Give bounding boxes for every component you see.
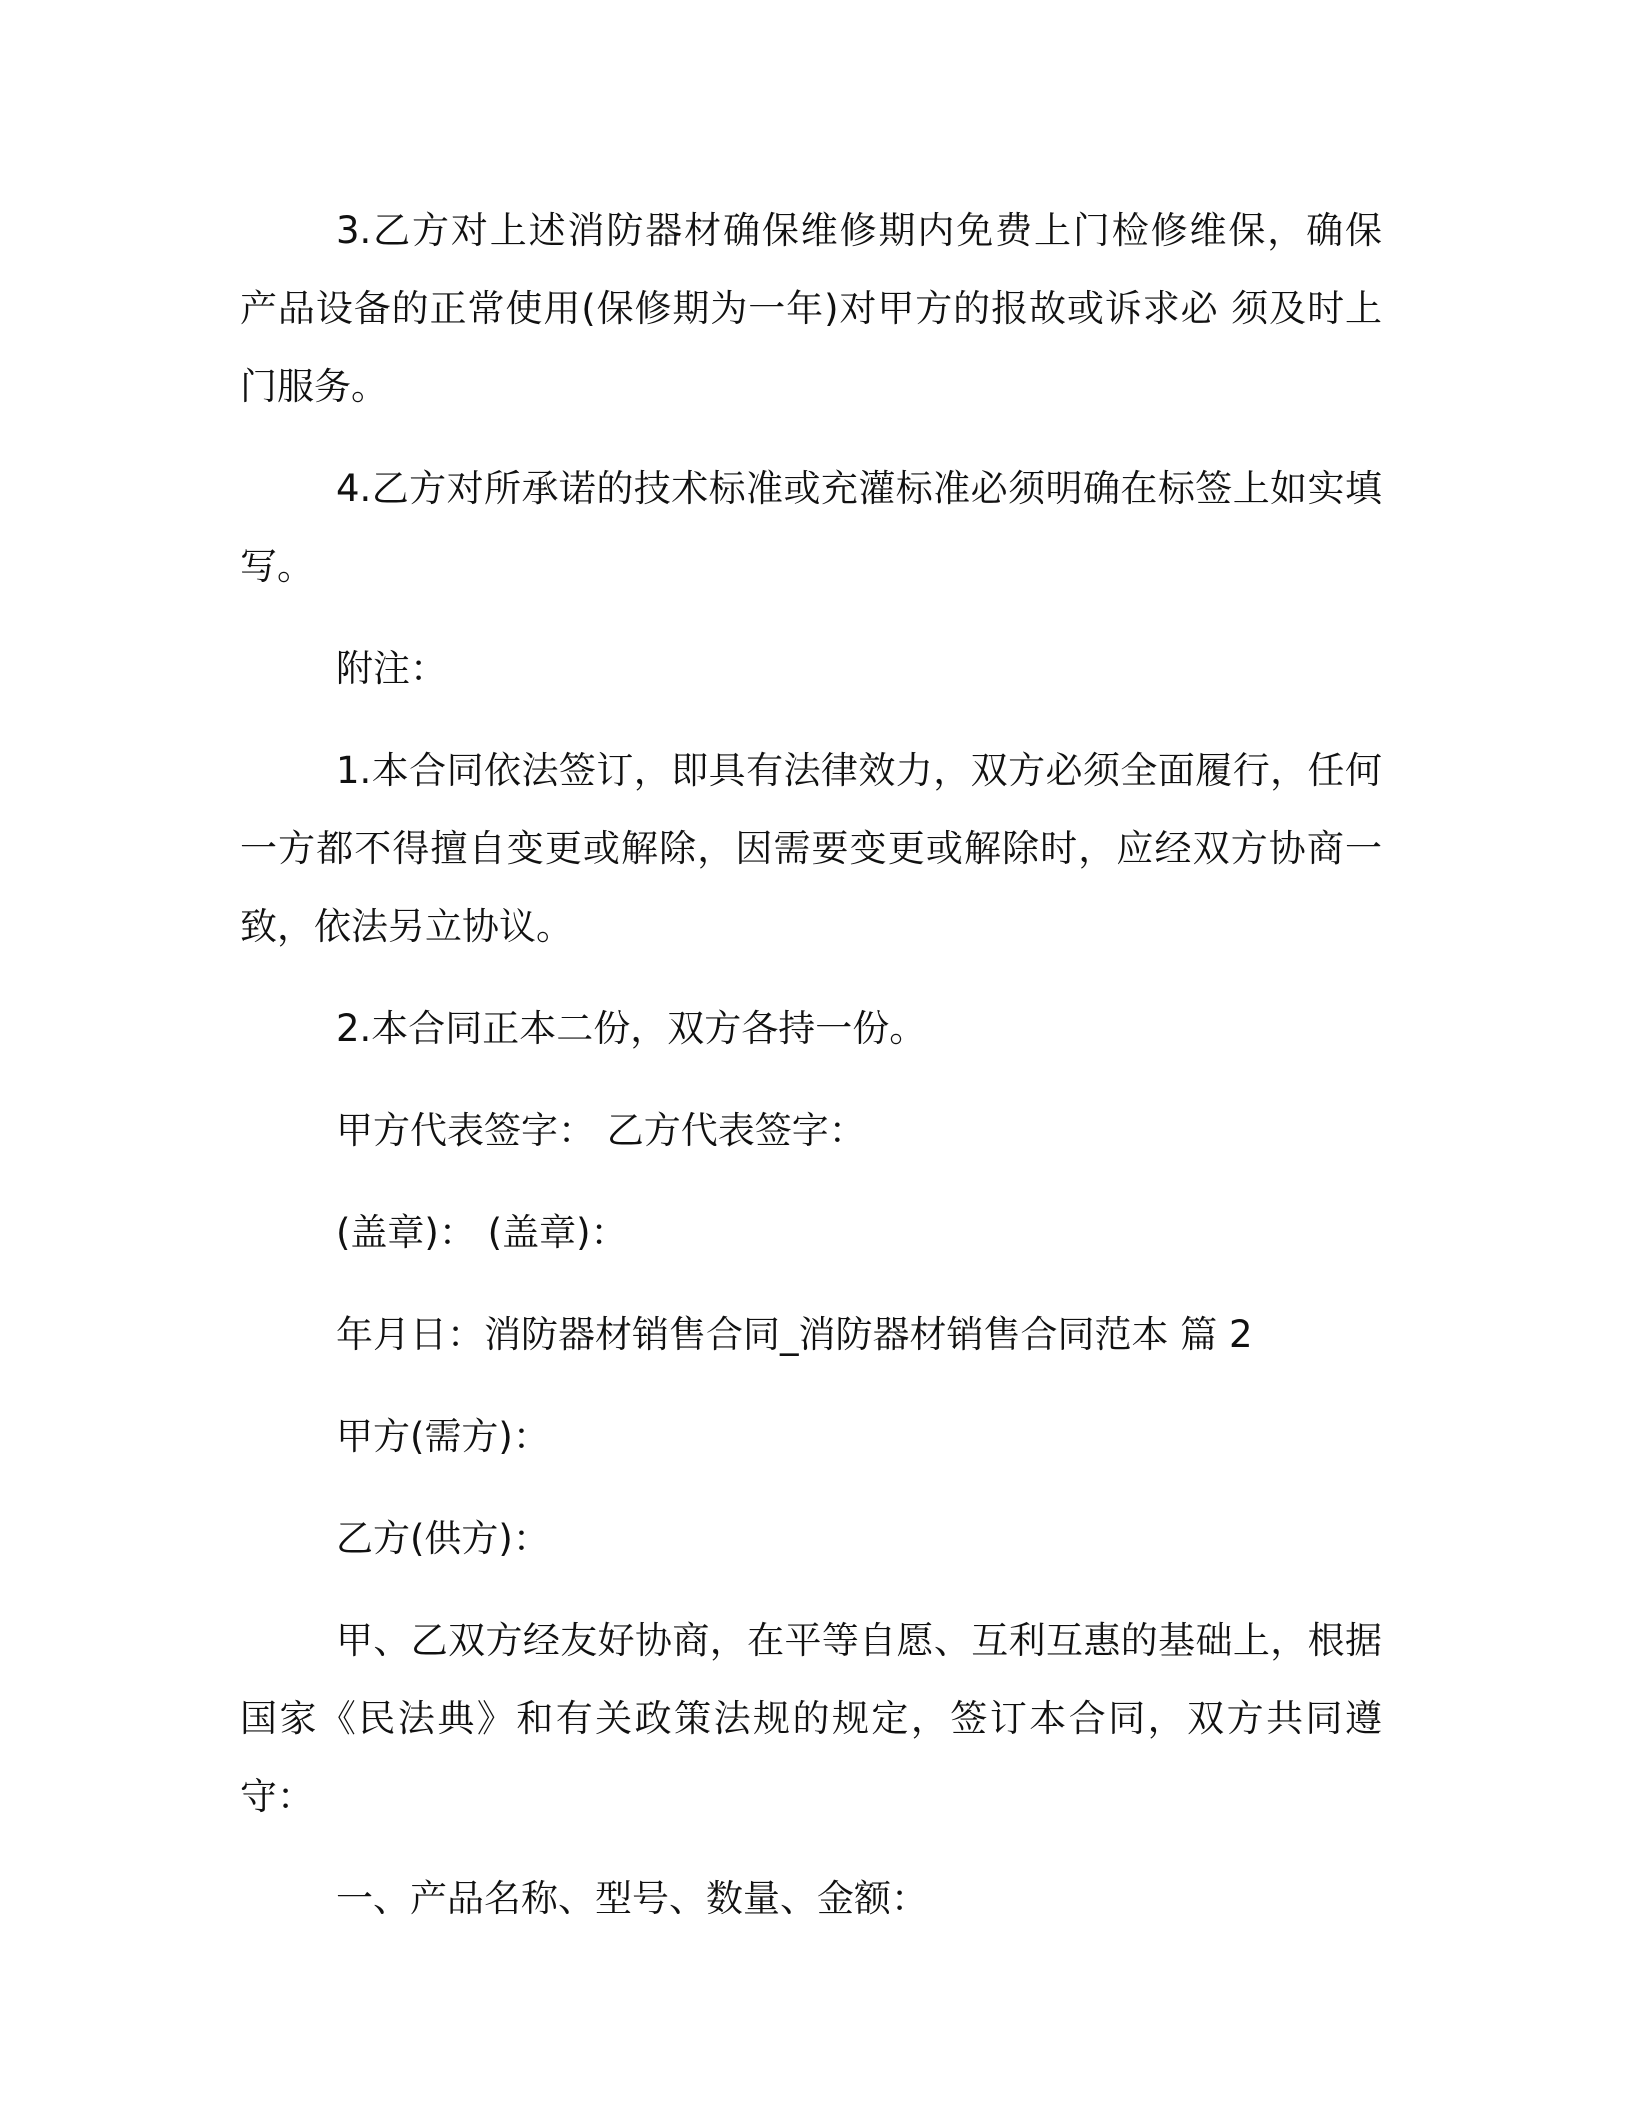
paragraph-agreement-intro: 甲、乙双方经友好协商，在平等自愿、互利互惠的基础上，根据国家《民法典》和有关政策法规的规定，签订本合同，双方共同遵守： [240, 1619, 1382, 1818]
paragraph-label-standard: 4.乙方对所承诺的技术标准或充灌标准必须明确在标签上如实填写。 [240, 467, 1382, 588]
section-heading-products: 一、产品名称、型号、数量、金额： [336, 1877, 928, 1920]
paragraph-copies: 2.本合同正本二份，双方各持一份。 [336, 1007, 927, 1050]
date-and-section-title: 年月日：消防器材销售合同_消防器材销售合同范本 篇 2 [336, 1313, 1253, 1356]
paragraph-legal-effect: 1.本合同依法签订，即具有法律效力，双方必须全面履行，任何一方都不得擅自变更或解除，因需要变更或解除时，应经双方协商一致，依法另立协议。 [240, 749, 1382, 948]
party-b-line: 乙方(供方)： [336, 1517, 550, 1560]
seal-line: (盖章)： (盖章)： [336, 1211, 628, 1254]
document-body [240, 192, 1382, 1962]
paragraph-warranty-service: 3.乙方对上述消防器材确保维修期内免费上门检修维保，确保 产品设备的正常使用(保修期为一年)对甲方的报故或诉求必 须及时上门服务。 [240, 209, 1382, 408]
paragraph-appendix-heading: 附注： [336, 647, 447, 690]
signature-line: 甲方代表签字： 乙方代表签字： [336, 1109, 866, 1152]
party-a-line: 甲方(需方)： [336, 1415, 550, 1458]
